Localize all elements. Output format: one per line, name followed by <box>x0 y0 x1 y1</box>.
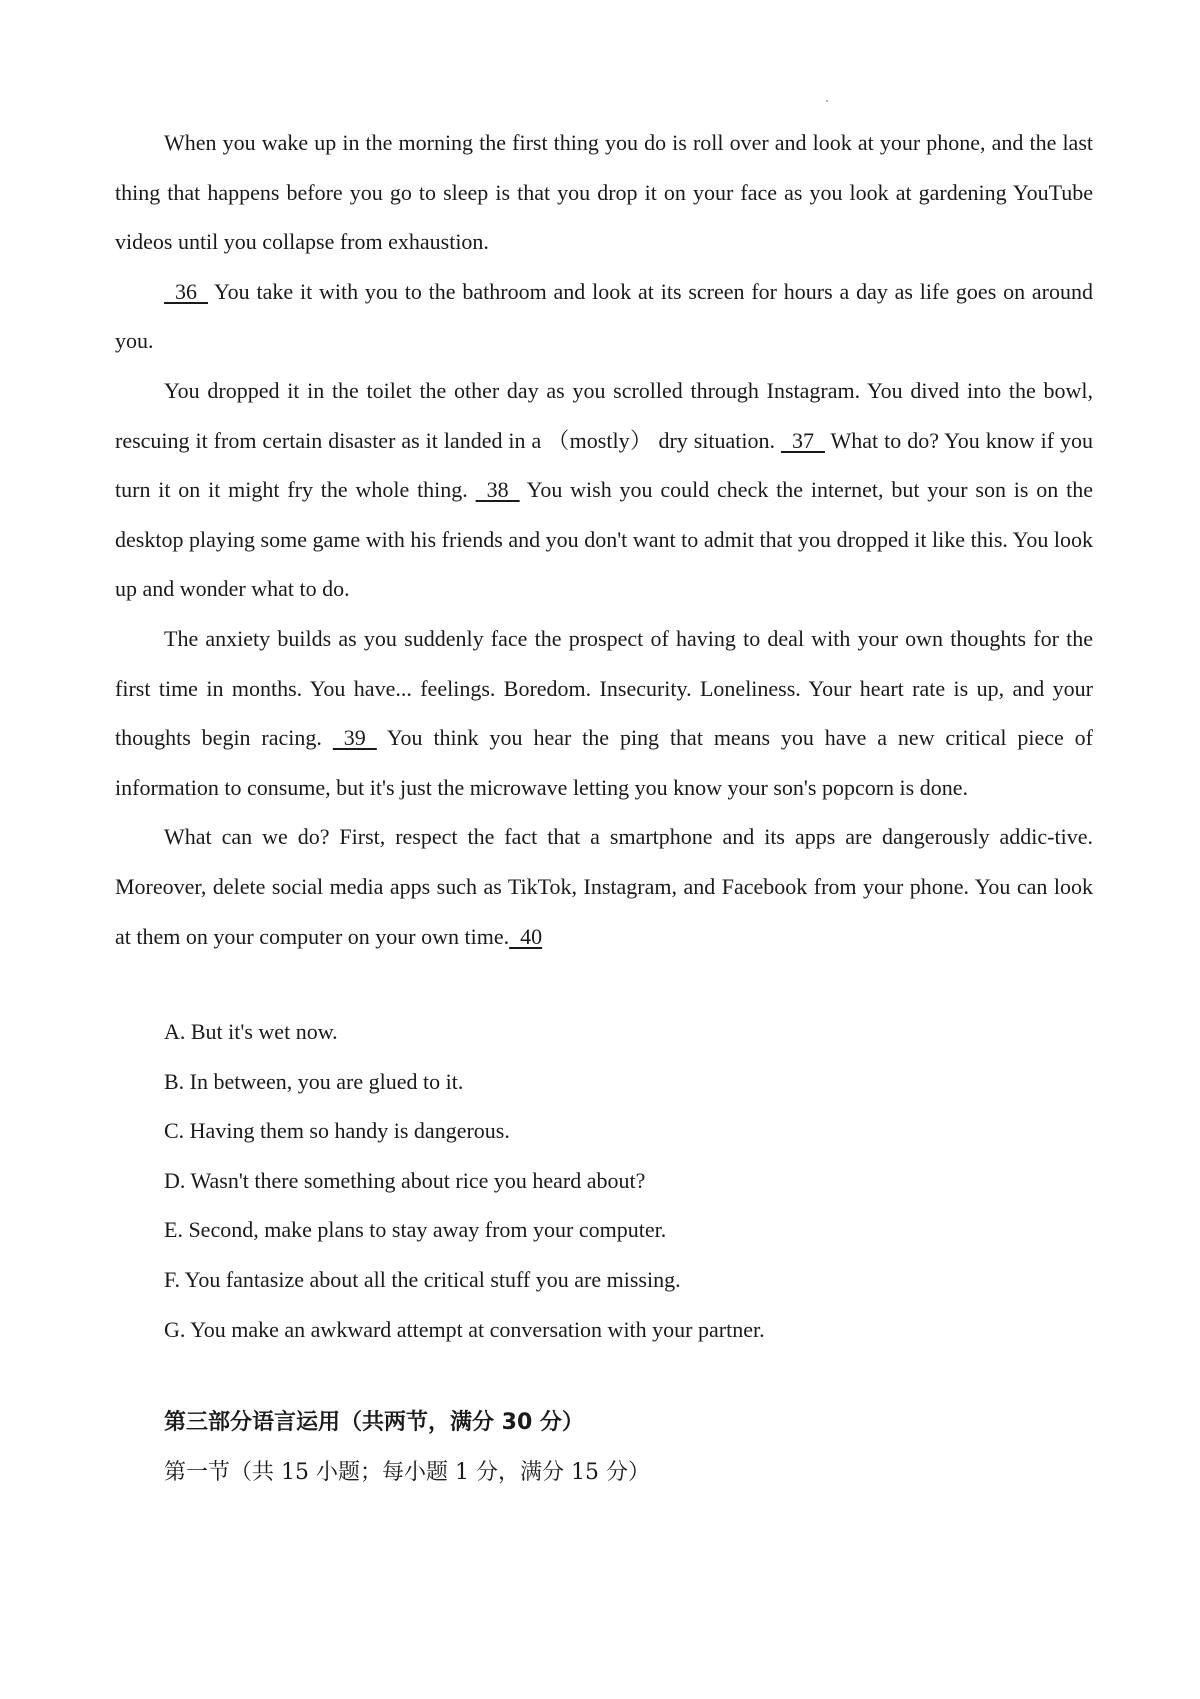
blank-40[interactable]: 40 <box>509 923 543 949</box>
passage-paragraph-4: The anxiety builds as you suddenly face the prospect of having to deal with your own thoughts for the first time in months. You have... feelings. Boredom. Insecurity. Loneliness. Your heart rate is up, and your thoughts begin racing. 39 You think you hear the ping that means you have a new critical piece of information to consume, but it's just the microwave letting you know your son's popcorn is done. <box>115 625 1093 800</box>
option-e: E. Second, make plans to stay away from your computer. <box>164 1217 667 1243</box>
answer-options <box>164 1007 1084 1354</box>
reading-passage <box>115 118 1093 961</box>
blank-39[interactable]: 39 <box>332 725 377 751</box>
option-f: F. You fantasize about all the critical stuff you are missing. <box>164 1266 681 1292</box>
option-a: A. But it's wet now. <box>164 1019 338 1044</box>
passage-paragraph-2: 36 You take it with you to the bathroom and look at its screen for hours a day as life goes on around you. <box>115 267 1093 366</box>
option-d: D. Wasn't there something about rice you heard about? <box>164 1167 646 1193</box>
section-subheading: 第一节（共 15 小题；每小题 1 分，满分 15 分） <box>164 1460 650 1485</box>
scan-speck <box>826 100 828 102</box>
option-b: B. In between, you are glued to it. <box>164 1068 464 1094</box>
blank-38[interactable]: 38 <box>475 477 520 503</box>
blank-36[interactable]: 36 <box>164 278 208 304</box>
passage-paragraph-5: What can we do? First, respect the fact that a smartphone and its apps are dangerously addic-tive. Moreover, delete social media apps such as TikTok, Instagram, and Facebook from your phone. You can look at them on your computer on your own time. 40 <box>115 812 1093 961</box>
passage-paragraph-1: When you wake up in the morning the first thing you do is roll over and look at your phone, and the last thing that happens before you go to sleep is that you drop it on your face as you look at gardening YouTube videos until you collapse from exhaustion. <box>115 130 1093 255</box>
option-c: C. Having them so handy is dangerous. <box>164 1118 510 1144</box>
section-heading: 第三部分语言运用（共两节，满分 30 分） <box>164 1410 584 1435</box>
option-g: G. You make an awkward attempt at conversation with your partner. <box>164 1316 765 1342</box>
blank-37[interactable]: 37 <box>780 427 825 453</box>
passage-paragraph-3: You dropped it in the toilet the other day as you scrolled through Instagram. You dived into the bowl, rescuing it from certain disaster as it landed in a （mostly） dry situation. 37 What to do? You know if you turn it on it might fry the whole thing. 38 You wish you could check the internet, but your son is on the desktop playing some game with his friends and you don't want to admit that you dropped it like this. You look up and wonder what to do. <box>115 377 1093 602</box>
